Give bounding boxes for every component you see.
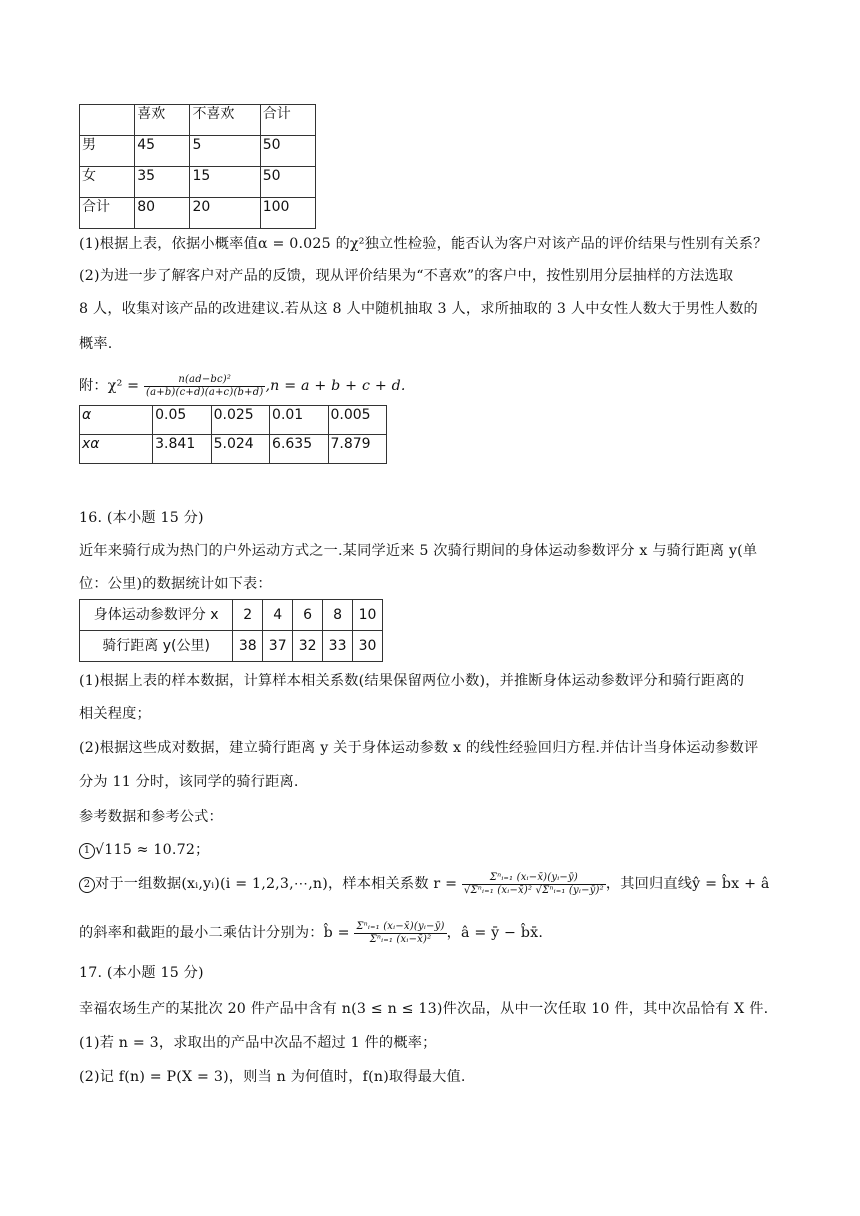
q15-part2-line1: (2)为进一步了解客户对产品的反馈，现从评价结果为“不喜欢”的客户中，按性别用分层抽样的方法选取 [79,268,734,284]
fraction-denominator: √Σⁿᵢ₌₁ (xᵢ−x̄)² √Σⁿᵢ₌₁ (yᵢ−ȳ)² [463,884,604,896]
table-cell: 30 [353,631,383,662]
fraction-denominator: (a+b)(c+d)(a+c)(b+d) [145,386,264,398]
table-cell: 合计 [80,198,135,229]
table-cell: 4 [263,600,293,631]
table-cell: 身体运动参数评分 x [80,600,233,631]
correlation-fraction [462,872,606,897]
q16-reference-2 [79,866,789,902]
table-cell: 80 [135,198,190,229]
q16-intro-line2: 位：公里)的数据统计如下表： [79,576,272,592]
q16-part1-line1: (1)根据上表的样本数据，计算样本相关系数(结果保留两位小数)，并推断身体运动参数评分和骑行距离的 [79,673,745,689]
fraction-numerator: n(ad−bc)² [178,373,232,385]
table-cell: 合计 [260,105,315,136]
table-cell: 2 [233,600,263,631]
q17-intro: 幸福农场生产的某批次 20 件产品中含有 n(3 ≤ n ≤ 13)件次品，从中一次任取 10 件，其中次品恰有 X 件. [79,1001,769,1017]
q16-part2-line1: (2)根据这些成对数据，建立骑行距离 y 关于身体运动参数 x 的线性经验回归方程.并估计当身体运动参数评 [79,740,759,756]
q16-reference-1 [79,839,789,861]
table-cell: 50 [260,167,315,198]
table-cell: 45 [135,136,190,167]
q17-title: 17. (本小题 15 分) [79,965,204,981]
table-cell: 100 [260,198,315,229]
reference-3-prefix: 的斜率和截距的最小二乘估计分别为：b̂ = [79,925,350,941]
reference-3-suffix: ，â = ȳ − b̂x̄. [446,925,544,941]
q15-part2-line3: 概率. [79,336,113,352]
q16-intro-line1: 近年来骑行成为热门的户外运动方式之一.某同学近来 5 次骑行期间的身体运动参数评分 x 与骑行距离 y(单 [79,543,758,559]
table-cell: 20 [190,198,260,229]
critical-value-table [79,405,387,464]
table-cell: 0.05 [153,406,211,435]
fraction-denominator: Σⁿᵢ₌₁ (xᵢ−x̄)² [354,933,446,946]
q15-appendix-formula [79,372,789,400]
q15-part1: (1)根据上表，依据小概率值α = 0.025 的χ²独立性检验，能否认为客户对该产品的评价结果与性别有关系？ [79,236,768,252]
table-cell: 3.841 [153,435,211,464]
table-cell: 37 [263,631,293,662]
table-cell: 男 [80,136,135,167]
q17-part1: (1)若 n = 3，求取出的产品中次品不超过 1 件的概率； [79,1035,437,1051]
chi-square-fraction [144,374,265,399]
q16-part1-line2: 相关程度； [79,706,151,722]
table-cell: 35 [135,167,190,198]
table-cell: 0.01 [270,406,328,435]
riding-data-table [79,599,383,662]
table-cell: 10 [353,600,383,631]
table-cell: 5 [190,136,260,167]
fraction-numerator: Σⁿᵢ₌₁ (xᵢ−x̄)(yᵢ−ȳ) [356,920,445,932]
q16-part2-line2: 分为 11 分时，该同学的骑行距离. [79,774,299,790]
q17-part2: (2)记 f(n) = P(X = 3)，则当 n 为何值时，f(n)取得最大值. [79,1069,466,1085]
reference-1-text: √115 ≈ 10.72； [95,842,210,858]
slope-fraction [354,921,446,946]
table-cell: 32 [293,631,323,662]
appendix-suffix: ,n = a + b + c + d. [265,378,406,394]
table-cell: 0.025 [211,406,269,435]
table-cell: 33 [323,631,353,662]
reference-2-prefix: 对于一组数据(xᵢ,yᵢ)(i = 1,2,3,⋯,n)，样本相关系数 r = [95,876,458,892]
table-cell: 7.879 [328,435,387,464]
table-cell: 5.024 [211,435,269,464]
fraction-numerator: Σⁿᵢ₌₁ (xᵢ−x̄)(yᵢ−ȳ) [489,871,578,883]
table-cell: α [80,406,153,435]
appendix-prefix: 附：χ² = [79,378,140,394]
table-cell: 6.635 [270,435,328,464]
table-cell [80,105,135,136]
q16-title: 16. (本小题 15 分) [79,510,204,526]
reference-2-suffix: ，其回归直线ŷ = b̂x + â [605,876,770,892]
table-cell: 6 [293,600,323,631]
table-cell: 喜欢 [135,105,190,136]
table-cell: 0.005 [328,406,387,435]
circled-number-icon: 2 [79,877,95,893]
q16-reference-3 [79,915,789,951]
table-cell: xα [80,435,153,464]
table-cell: 15 [190,167,260,198]
table-cell: 8 [323,600,353,631]
q16-reference-title: 参考数据和参考公式： [79,809,223,825]
gender-preference-table [79,104,316,229]
circled-number-icon: 1 [79,843,95,859]
table-cell: 38 [233,631,263,662]
table-cell: 50 [260,136,315,167]
table-cell: 不喜欢 [190,105,260,136]
table-cell: 女 [80,167,135,198]
table-cell: 骑行距离 y(公里) [80,631,233,662]
q15-part2-line2: 8 人，收集对该产品的改进建议.若从这 8 人中随机抽取 3 人，求所抽取的 3 人中女性人数大于男性人数的 [79,301,758,317]
